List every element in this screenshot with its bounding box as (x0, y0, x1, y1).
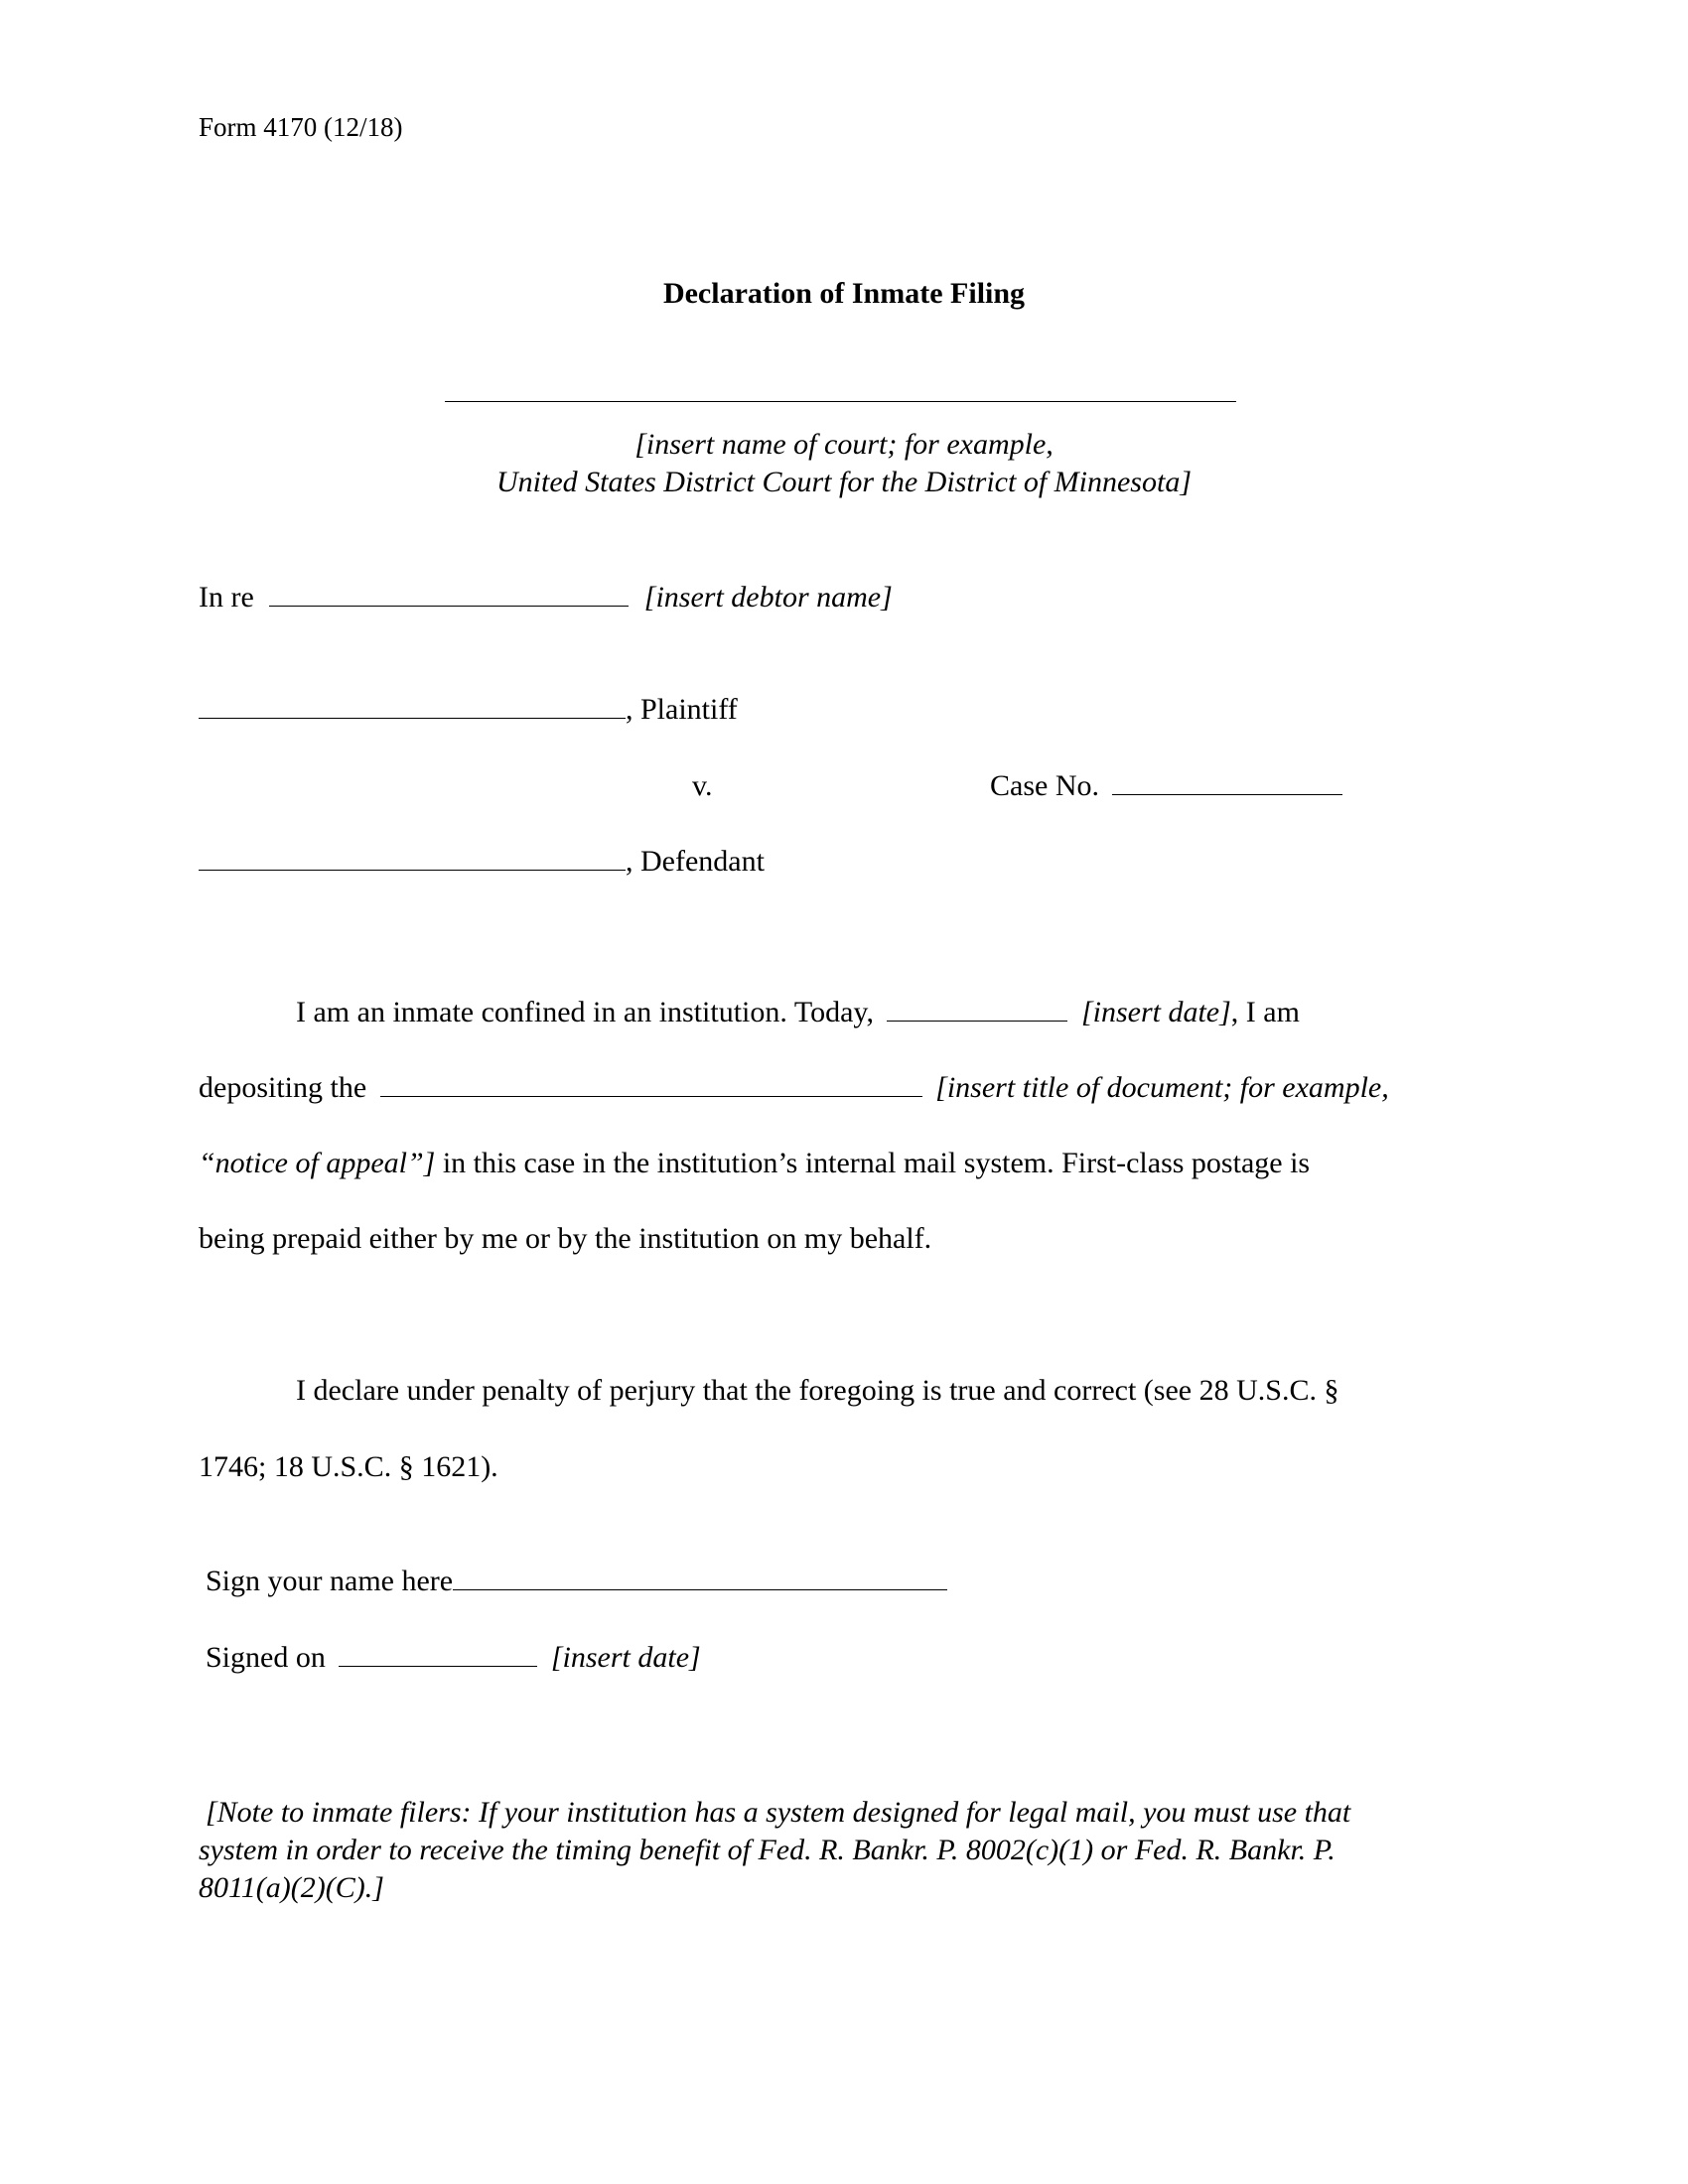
body-p1-line1 (296, 995, 1300, 1030)
plaintiff-row (199, 692, 738, 728)
versus-label: v. (692, 769, 713, 802)
defendant-label: , Defendant (626, 845, 765, 878)
case-number-field[interactable] (1112, 794, 1342, 795)
signature-row (206, 1564, 947, 1599)
debtor-name-field[interactable] (269, 606, 629, 607)
court-hint-line2: United States District Court for the District of Minnesota] (496, 466, 1192, 498)
in-re-row (199, 580, 893, 615)
note-line2: system in order to receive the timing benefit of Fed. R. Bankr. P. 8002(c)(1) or Fed. R. Bankr. P. (199, 1834, 1336, 1866)
today-date-field[interactable] (887, 1021, 1067, 1022)
plaintiff-label: , Plaintiff (626, 693, 738, 726)
body-p1-line4: being prepaid either by me or by the institution on my behalf. (199, 1222, 932, 1255)
signature-label: Sign your name here (206, 1565, 454, 1597)
case-number-label: Case No. (990, 769, 1099, 802)
body-text: depositing the (199, 1071, 367, 1104)
case-number-row (990, 768, 1342, 804)
body-p1-line2 (199, 1070, 1389, 1106)
today-date-hint: [insert date] (1080, 996, 1231, 1028)
body-p1-line3 (199, 1146, 1310, 1181)
body-text: in this case in the institution’s internal mail system. First-class postage is (435, 1147, 1311, 1179)
signed-on-label: Signed on (206, 1641, 326, 1674)
document-title-field[interactable] (380, 1096, 922, 1097)
note-line1: [Note to inmate filers: If your institution has a system designed for legal mail, you must use that (206, 1796, 1351, 1829)
court-hint-line1: [insert name of court; for example, (634, 428, 1054, 461)
body-text: I am an inmate confined in an institution. Today, (296, 996, 874, 1028)
note-line3: 8011(a)(2)(C).] (199, 1871, 384, 1904)
defendant-name-field[interactable] (199, 870, 626, 871)
defendant-row (199, 844, 765, 880)
in-re-label: In re (199, 581, 254, 614)
signed-date-hint: [insert date] (550, 1641, 701, 1674)
body-p2-line1: I declare under penalty of perjury that the foregoing is true and correct (see 28 U.S.C. § (296, 1374, 1339, 1407)
signature-field[interactable] (453, 1589, 947, 1590)
body-text: , I am (1230, 996, 1300, 1028)
signed-on-row (206, 1640, 701, 1676)
plaintiff-name-field[interactable] (199, 718, 626, 719)
document-title-hint: [insert title of document; for example, (935, 1071, 1389, 1104)
body-p2-line2: 1746; 18 U.S.C. § 1621). (199, 1450, 498, 1483)
document-title-hint-cont: “notice of appeal”] (199, 1147, 436, 1179)
document-title: Declaration of Inmate Filing (662, 277, 1026, 310)
signed-date-field[interactable] (339, 1666, 537, 1667)
debtor-name-hint: [insert debtor name] (643, 581, 893, 614)
form-number: Form 4170 (12/18) (199, 112, 403, 142)
court-name-field[interactable] (445, 401, 1236, 402)
